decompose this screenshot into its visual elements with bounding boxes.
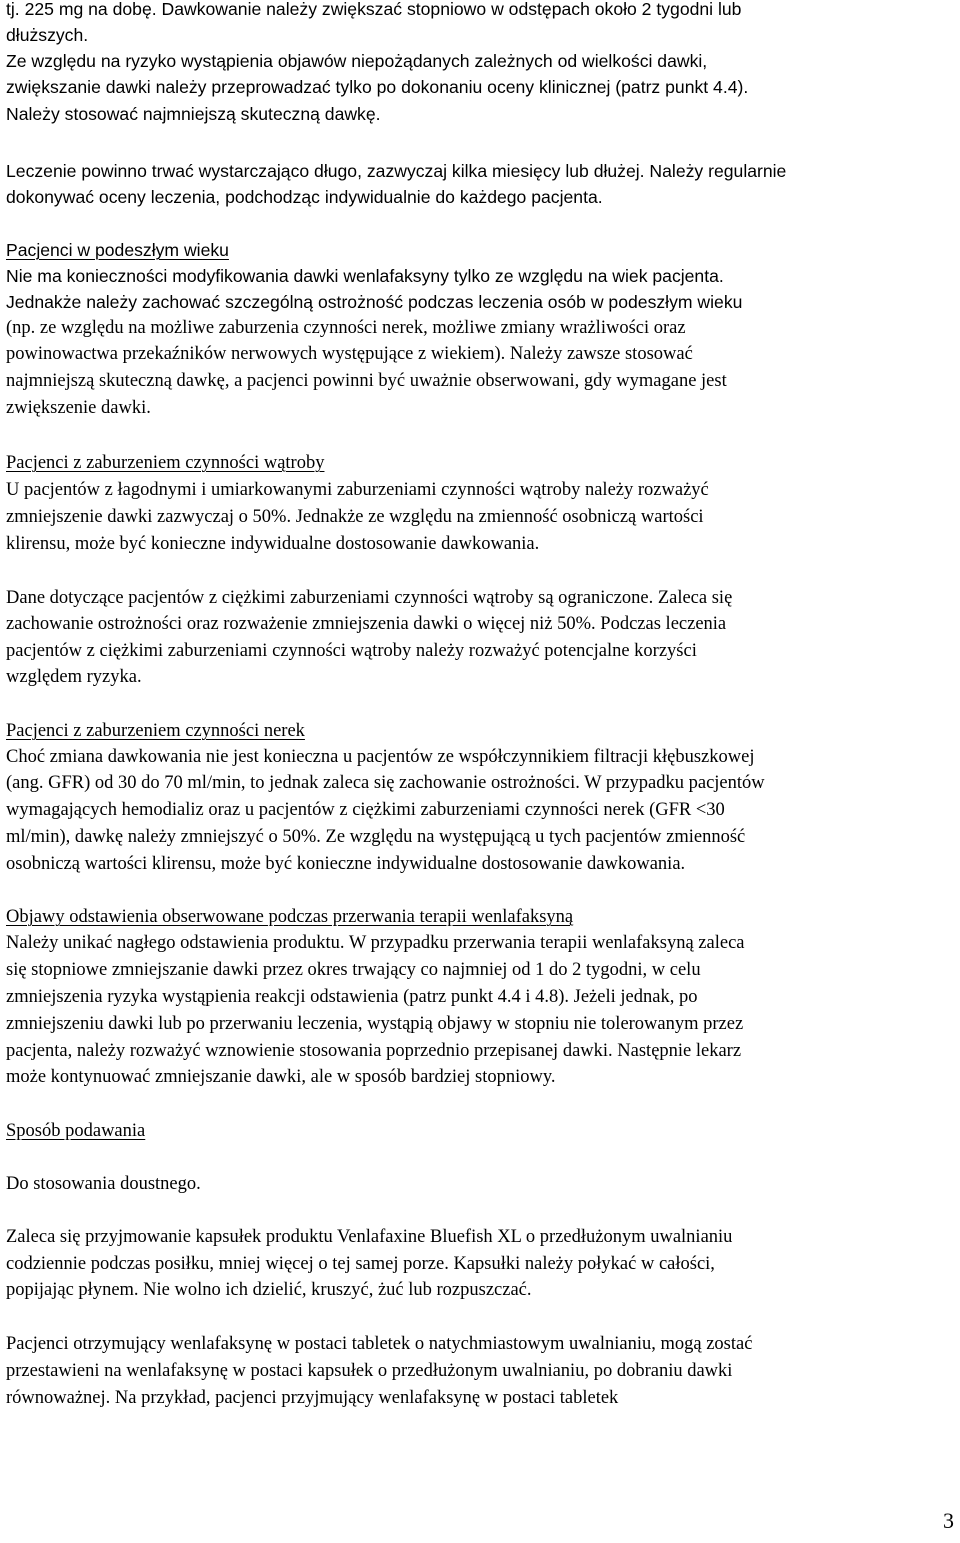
elderly-line: Jednakże należy zachować szczególną ostrożność podczas leczenia osób w podeszłym wieku bbox=[6, 292, 743, 312]
withdrawal-line: zmniejszenia ryzyka wystąpienia reakcji odstawienia (patrz punkt 4.4 i 4.8). Jeżeli jednak, po bbox=[6, 987, 698, 1007]
renal-line: (ang. GFR) od 30 do 70 ml/min, to jednak zaleca się zachowanie ostrożności. W przypadku pacjentów bbox=[6, 773, 765, 793]
elderly-line: (np. ze względu na możliwe zaburzenia czynności nerek, możliwe zmiany wrażliwości oraz bbox=[6, 318, 686, 338]
administration-switch-line: Pacjenci otrzymujący wenlafaksynę w postaci tabletek o natychmiastowym uwalnianiu, mogą zostać bbox=[6, 1334, 753, 1354]
withdrawal-line: zmniejszeniu dawki lub po przerwaniu leczenia, wystąpią objawy w stopniu nie tolerowanym przez bbox=[6, 1014, 744, 1034]
elderly-line: zwiększenie dawki. bbox=[6, 398, 151, 418]
hepatic-severe-line: Dane dotyczące pacjentów z ciężkimi zaburzeniami czynności wątroby są ograniczone. Zaleca się bbox=[6, 588, 733, 608]
treatment-duration-line: Leczenie powinno trwać wystarczająco długo, zazwyczaj kilka miesięcy lub dłużej. Należy regularnie bbox=[6, 161, 787, 181]
hepatic-heading: Pacjenci z zaburzeniem czynności wątroby bbox=[6, 453, 325, 473]
withdrawal-line: może kontynuować zmniejszanie dawki, ale w sposób bardziej stopniowy. bbox=[6, 1067, 556, 1087]
elderly-line: najmniejszą skuteczną dawkę, a pacjenci powinni być uważnie obserwowani, gdy wymagane jest bbox=[6, 371, 727, 391]
administration-switch-line: równoważnej. Na przykład, pacjenci przyjmujący wenlafaksynę w postaci tabletek bbox=[6, 1388, 619, 1408]
elderly-line: Nie ma konieczności modyfikowania dawki wenlafaksyny tylko ze względu na wiek pacjenta. bbox=[6, 266, 724, 286]
administration-capsule-line: popijając płynem. Nie wolno ich dzielić, kruszyć, żuć lub rozpuszczać. bbox=[6, 1280, 532, 1300]
withdrawal-line: pacjenta, należy rozważyć wznowienie stosowania poprzednio przepisanej dawki. Następnie lekarz bbox=[6, 1041, 742, 1061]
administration-capsule-line: Zaleca się przyjmowanie kapsułek produktu Venlafaxine Bluefish XL o przedłużonym uwalnianiu bbox=[6, 1227, 733, 1247]
administration-oral: Do stosowania doustnego. bbox=[6, 1174, 201, 1194]
page-number: 3 bbox=[943, 1508, 954, 1533]
administration-switch-line: przestawieni na wenlafaksynę w postaci kapsułek o przedłużonym uwalnianiu, po dobraniu dawki bbox=[6, 1361, 733, 1381]
hepatic-line: zmniejszenie dawki zazwyczaj o 50%. Jednakże ze względu na zmienność osobniczą wartości bbox=[6, 507, 704, 527]
dosing-intro-line: Należy stosować najmniejszą skuteczną dawkę. bbox=[6, 104, 381, 124]
administration-capsule-line: codziennie podczas posiłku, mniej więcej o tej samej porze. Kapsułki należy połykać w całości, bbox=[6, 1254, 715, 1274]
withdrawal-line: się stopniowe zmniejszanie dawki przez okres trwający co najmniej od 1 do 2 tygodni, w celu bbox=[6, 960, 701, 980]
renal-heading: Pacjenci z zaburzeniem czynności nerek bbox=[6, 721, 305, 741]
elderly-line: powinowactwa przekaźników nerwowych występujące z wiekiem). Należy zawsze stosować bbox=[6, 344, 693, 364]
elderly-heading: Pacjenci w podeszłym wieku bbox=[6, 240, 229, 260]
dosing-intro-line: tj. 225 mg na dobę. Dawkowanie należy zwiększać stopniowo w odstępach około 2 tygodni lub bbox=[6, 0, 742, 19]
dosing-intro-line: Ze względu na ryzyko wystąpienia objawów niepożądanych zależnych od wielkości dawki, bbox=[6, 51, 708, 71]
renal-line: ml/min), dawkę należy zmniejszyć o 50%. Ze względu na występującą u tych pacjentów zmienność bbox=[6, 827, 746, 847]
dosing-intro-line: zwiększanie dawki należy przeprowadzać tylko po dokonaniu oceny klinicznej (patrz punkt 4.4). bbox=[6, 77, 749, 97]
administration-heading: Sposób podawania bbox=[6, 1121, 146, 1141]
hepatic-severe-line: pacjentów z ciężkimi zaburzeniami czynności wątroby należy rozważyć potencjalne korzyści bbox=[6, 641, 697, 661]
withdrawal-heading: Objawy odstawienia obserwowane podczas przerwania terapii wenlafaksyną bbox=[6, 907, 574, 927]
hepatic-severe-line: zachowanie ostrożności oraz rozważenie zmniejszenia dawki o więcej niż 50%. Podczas leczenia bbox=[6, 614, 727, 634]
hepatic-severe-line: względem ryzyka. bbox=[6, 667, 142, 687]
renal-line: wymagających hemodializ oraz u pacjentów z ciężkimi zaburzeniami czynności nerek (GFR <30 bbox=[6, 800, 725, 820]
withdrawal-line: Należy unikać nagłego odstawienia produktu. W przypadku przerwania terapii wenlafaksyną zaleca bbox=[6, 933, 745, 953]
renal-line: Choć zmiana dawkowania nie jest konieczna u pacjentów ze współczynnikiem filtracji kłębuszkowej bbox=[6, 747, 755, 767]
treatment-duration-line: dokonywać oceny leczenia, podchodząc indywidualnie do każdego pacjenta. bbox=[6, 187, 603, 207]
dosing-intro-line: dłuższych. bbox=[6, 25, 89, 45]
hepatic-line: klirensu, może być konieczne indywidualne dostosowanie dawkowania. bbox=[6, 534, 540, 554]
renal-line: osobniczą wartości klirensu, może być konieczne indywidualne dostosowanie dawkowania. bbox=[6, 854, 686, 874]
hepatic-line: U pacjentów z łagodnymi i umiarkowanymi zaburzeniami czynności wątroby należy rozważyć bbox=[6, 480, 709, 500]
